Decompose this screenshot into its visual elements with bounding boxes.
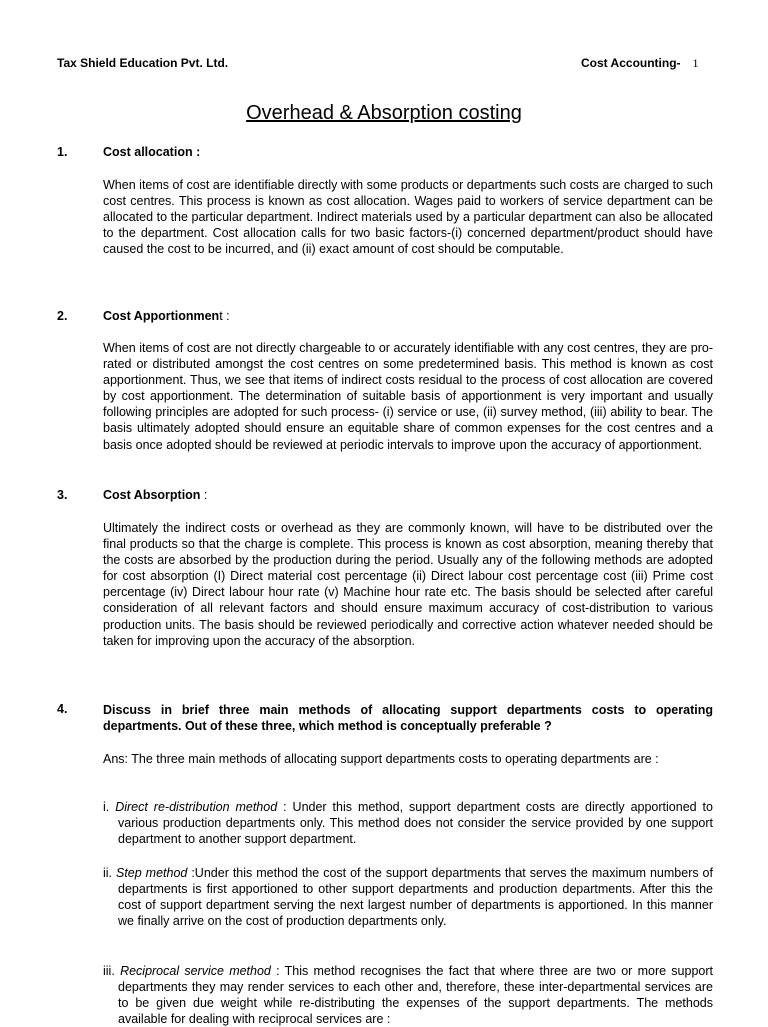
method-item xyxy=(103,963,713,1027)
header-subject xyxy=(581,56,699,71)
header-page-number: 1 xyxy=(692,56,699,70)
section-number: 3. xyxy=(57,488,68,502)
section-number: 1. xyxy=(57,145,68,159)
method-marker: i. xyxy=(103,800,110,814)
section-heading: Cost allocation : xyxy=(103,145,201,159)
section-heading xyxy=(103,488,207,502)
section-heading-text: Cost Absorption xyxy=(103,488,201,502)
section-body: When items of cost are identifiable directly with some products or departments such costs are charged to such cost centres. This process is known as cost allocation. Wages paid to workers of service department can be allocated to the particular department. Indirect materials used by a particular department can also be allocated to the department. Cost allocation calls for two basic factors-(i) concerned department/product should have caused the cost to be incurred, and (ii) exact amount of cost should be computable. xyxy=(103,178,713,257)
section-heading-tail: t : xyxy=(219,309,230,323)
section-body: Ultimately the indirect costs or overhead as they are commonly known, will have to be distributed over the final products so that the charge is complete. This process is known as cost absorption, meaning thereby that the costs are absorbed by the production during the period. Usually any of the following methods are adopted for cost absorption (I) Direct material cost percentage (ii) Direct labour cost percentage cost (iii) Prime cost percentage (iv) Direct labour hour rate (v) Machine hour rate etc. The basis should be selected after careful consideration of all relevant factors and should ensure maximum accuracy of cost-distribution to various production units. The basis should be reviewed periodically and corrective action whatever needed should be taken for improving upon the accuracy of the absorption. xyxy=(103,521,713,648)
method-text: :Under this method the cost of the support departments that serves the maximum numbers of departments is first apportioned to other support departments and production departments. After this the cost of support department serving the next largest number of departments is apportioned. In this manner we finally arrive on the cost of production departments only. xyxy=(118,866,713,929)
method-text: : Under this method, support department costs are directly apportioned to various production departments only. This method does not consider the service provided by one support department to another support department. xyxy=(118,800,713,847)
method-marker: iii. xyxy=(103,964,115,978)
method-term: Reciprocal service method xyxy=(120,964,271,978)
section-heading-text: Cost Apportionmen xyxy=(103,309,220,323)
section-number: 2. xyxy=(57,309,68,323)
section-heading xyxy=(103,309,230,323)
method-text: : This method recognises the fact that where three are two or more support departments they may render services to each other and, therefore, these inter-departmental services are to be given due weight while re-distributing the expenses of the support departments. The methods available for dealing with reciprocal services are : xyxy=(118,964,713,1027)
method-term: Step method xyxy=(116,866,188,880)
section-body: When items of cost are not directly chargeable to or accurately identifiable with any cost centres, they are pro-rated or distributed amongst the cost centres on some predetermined basis. This method is known as cost apportionment. Thus, we see that items of indirect costs residual to the process of cost allocation are covered by cost apportionment. The determination of suitable basis of apportionment is very important and usually following principles are adopted for such process- (i) service or use, (ii) survey method, (iii) ability to bear. The basis ultimately adopted should ensure an equitable share of common expenses for the cost centres and a basis once adopted should be reviewed at periodic intervals to improve upon the accuracy of apportionment. xyxy=(103,341,713,452)
header-subject-label: Cost Accounting- xyxy=(581,56,681,70)
answer-intro: Ans: The three main methods of allocating support departments costs to operating departments are : xyxy=(103,752,659,766)
header-company: Tax Shield Education Pvt. Ltd. xyxy=(57,56,229,70)
method-term: Direct re-distribution method xyxy=(115,800,278,814)
method-marker: ii. xyxy=(103,866,113,880)
question-text: Discuss in brief three main methods of allocating support departments costs to operating departments. Out of these three, which method is conceptually preferable ? xyxy=(103,703,713,734)
question-number: 4. xyxy=(57,702,68,716)
section-heading-tail: : xyxy=(200,488,208,502)
method-item xyxy=(103,799,713,847)
page-title: Overhead & Absorption costing xyxy=(246,102,522,124)
method-item xyxy=(103,865,713,929)
